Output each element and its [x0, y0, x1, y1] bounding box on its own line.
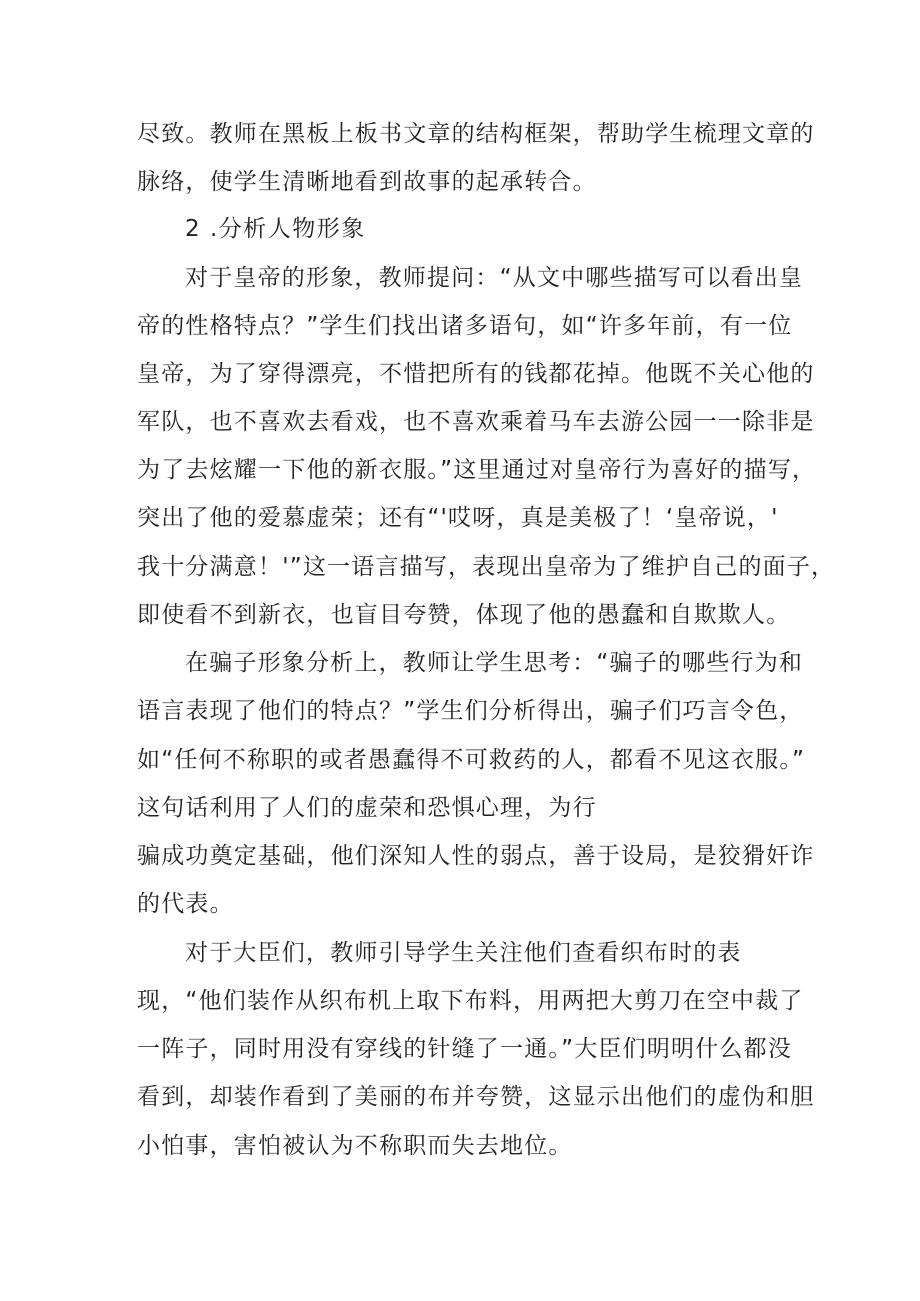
paragraph-line: 看到，却装作看到了美丽的布并夸赞，这显示出他们的虚伪和胆: [137, 1084, 815, 1110]
paragraph-line: 帝的性格特点？”学生们找出诸多语句，如“许多年前，有一位: [137, 313, 793, 339]
paragraph-line: 我十分满意！'”这一语言描写，表现出皇帝为了维护自己的面子，: [137, 554, 836, 580]
paragraph-line: 一阵子，同时用没有穿线的针缝了一通。”大臣们明明什么都没: [137, 1036, 793, 1062]
paragraph-line: 脉络，使学生清晰地看到故事的起承转合。: [137, 169, 597, 195]
paragraph-line: 皇帝，为了穿得漂亮，不惜把所有的钱都花掉。他既不关心他的: [137, 361, 815, 387]
paragraph-line: 对于大臣们，教师引导学生关注他们查看织布时的表: [185, 940, 742, 966]
paragraph-line: 语言表现了他们的特点？”学生们分析得出，骗子们巧言令色，: [137, 698, 804, 724]
paragraph-line: 如“任何不称职的或者愚蠢得不可救药的人，都看不见这衣服。”: [137, 747, 806, 773]
paragraph-line: 骗成功奠定基础，他们深知人性的弱点，善于设局，是狡猾奸诈: [137, 843, 815, 869]
paragraph-line: 的代表。: [137, 891, 234, 917]
paragraph-line: 尽致。教师在黑板上板书文章的结构框架，帮助学生梳理文章的: [137, 121, 815, 147]
paragraph-line: 即使看不到新衣，也盲目夸赞，体现了他的愚蠢和自欺欺人。: [137, 602, 791, 628]
paragraph-line: 在骗子形象分析上，教师让学生思考：“骗子的哪些行为和: [185, 650, 804, 676]
paragraph-line: 现，“他们装作从织布机上取下布料，用两把大剪刀在空中裁了: [137, 988, 804, 1014]
paragraph-line: 军队，也不喜欢去看戏，也不喜欢乘着马车去游公园一一除非是: [137, 409, 815, 435]
paragraph-line: 小怕事，害怕被认为不称职而失去地位。: [137, 1133, 573, 1159]
paragraph-line: 这句话利用了人们的虚荣和恐惧心理，为行: [137, 795, 597, 821]
paragraph-line: 为了去炫耀一下他的新衣服。”这里通过对皇帝行为喜好的描写，: [137, 457, 817, 483]
paragraph-line: 对于皇帝的形象，教师提问：“从文中哪些描写可以看出皇: [185, 265, 804, 291]
section-heading: 2 .分析人物形象: [185, 216, 366, 242]
paragraph-line: 突出了他的爱慕虚荣；还有“'哎呀，真是美极了！‘皇帝说，': [137, 505, 779, 531]
